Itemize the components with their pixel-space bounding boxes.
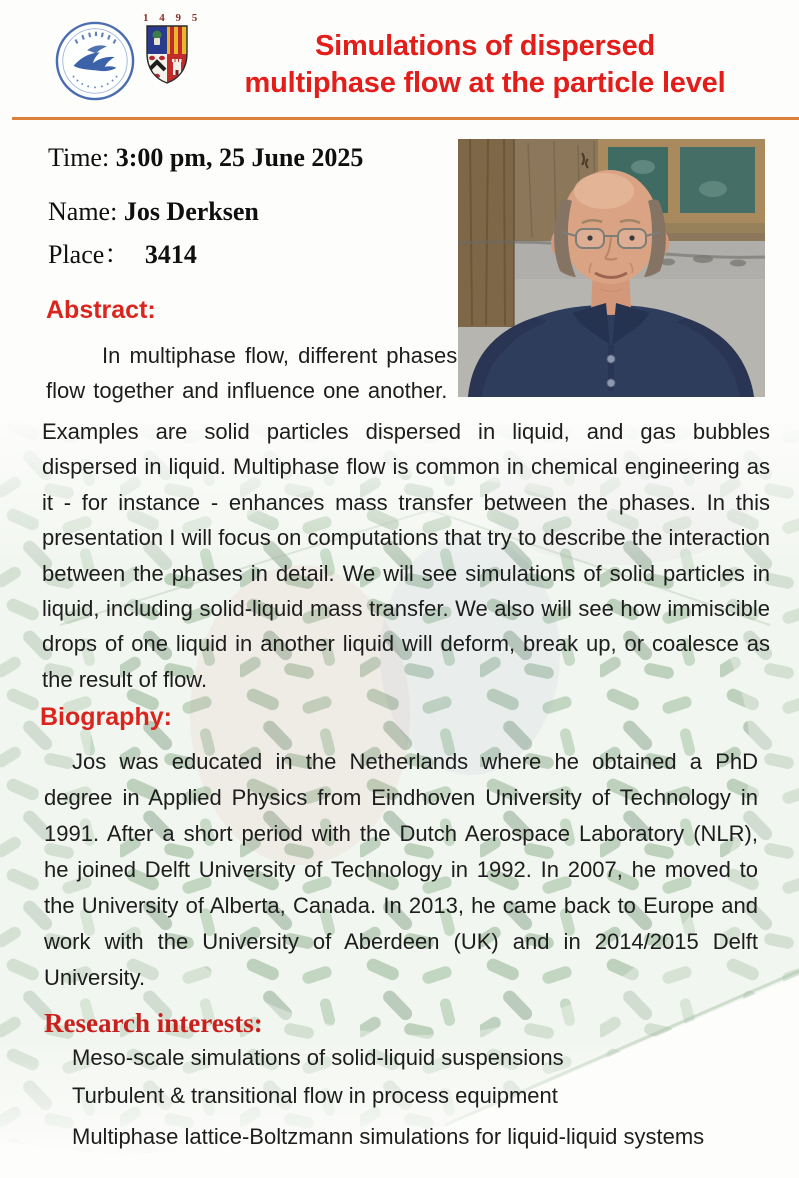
place-value: 3414 [144,240,197,269]
place-label: Place： [48,240,131,269]
time-row [48,140,363,176]
page-title [175,28,795,102]
abstract-heading: Abstract: [46,296,156,324]
name-value: Jos Derksen [123,197,259,226]
abstract-intro-line-1: In multiphase flow, different phases [102,343,458,368]
research-interests-heading: Research interests: [44,1008,263,1038]
event-details [48,140,363,273]
research-item: Turbulent & transitional flow in process equipment [72,1083,558,1108]
place-row [48,237,363,273]
title-line-1: Simulations of dispersed [314,30,656,62]
research-item: Meso-scale simulations of solid-liquid suspensions [72,1045,564,1070]
biography-heading: Biography: [40,703,172,731]
research-item: Multiphase lattice-Boltzmann simulations for liquid-liquid systems [72,1124,705,1149]
crest-year: 1 4 9 5 [143,12,202,24]
biography-body: Jos was educated in the Netherlands where he obtained a PhD degree in Applied Physics from Eindhoven University of Technology in 1991. After a short period with the Dutch Aerospace Laboratory (NLR), he joined Delft University of Technology in 1992. In 2007, he moved to the University of Alberta, Canada. In 2013, he came back to Europe and work with the University of Aberdeen (UK) and in 2014/2015 Delft University. [44,749,758,990]
time-value: 3:00 pm, 25 June 2025 [115,143,364,172]
abstract-intro [46,338,458,408]
abstract-body: Examples are solid particles dispersed in liquid, and gas bubbles dispersed in liquid. Multiphase flow is common in chemical engineering as it - for instance - enhances mass transfer between the phases. In this presentation I will focus on computations that try to describe the interaction between the phases in detail. We will see simulations of solid particles in liquid, including solid-liquid mass transfer. We also will see how immiscible drops of one liquid in another liquid will deform, break up, or coalesce as the result of flow. [42,419,770,692]
name-row [48,194,363,230]
time-label: Time: [48,143,110,172]
research-interests-list [72,1044,704,1150]
header-divider [12,117,799,120]
title-line-2: multiphase flow at the particle level [244,67,726,99]
name-label: Name: [48,197,118,226]
speaker-photo [458,139,765,397]
abstract-intro-line-2: flow together and influence one another. [46,378,448,403]
university-seal-logo [54,20,136,102]
